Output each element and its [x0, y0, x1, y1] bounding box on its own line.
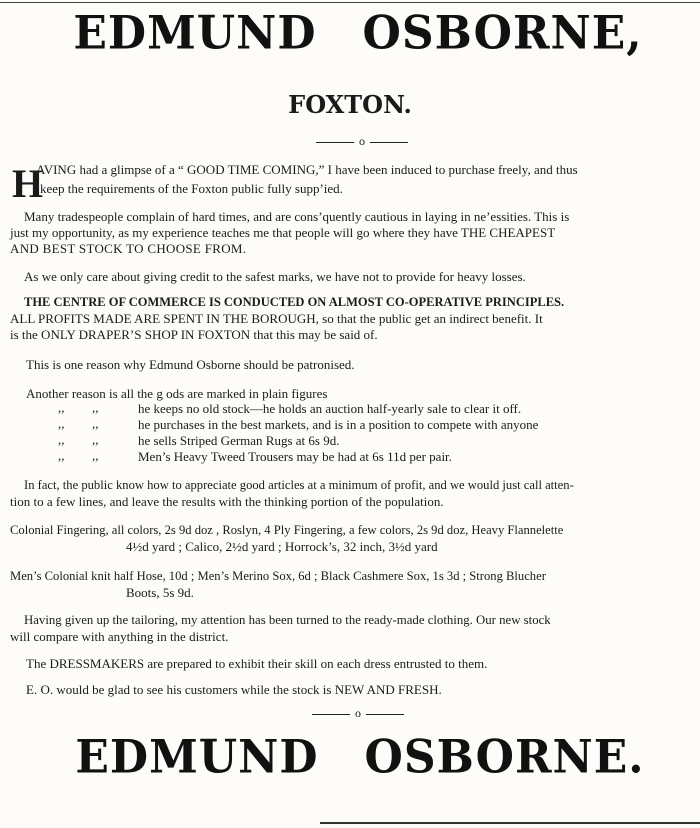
colonial-line-1: Colonial Fingering, all colors, 2s 9d doz , Roslyn, 4 Ply Fingering, a few colors, 2s 9d doz, Heavy Flannelette [10, 523, 564, 537]
tailoring-line-2: will compare with anything in the district. [10, 629, 229, 644]
top-rule [0, 2, 700, 3]
eo-paragraph: E. O. would be glad to see his customers while the stock is NEW AND FRESH. [26, 682, 442, 697]
footer-name-first: EDMUND [75, 730, 319, 785]
ditto-mark: ,, [92, 432, 99, 447]
ditto-mark: ,, [92, 416, 99, 431]
ditto-mark: ,, [58, 432, 65, 447]
header-name-last: OSBORNE, [362, 6, 643, 61]
ditto-mark: ,, [58, 400, 65, 415]
tailoring-line-1: Having given up the tailoring, my attention has been turned to the ready-made clothing. Our new stock [24, 613, 551, 627]
centre-line-2: ALL PROFITS MADE ARE SPENT IN THE BOROUGH, so that the public get an indirect benefit. It [10, 311, 543, 326]
divider-bottom [312, 708, 404, 720]
reason-item: he sells Striped German Rugs at 6s 9d. [138, 433, 340, 448]
credit-paragraph: As we only care about giving credit to the safest marks, we have not to provide for heavy losses. [24, 269, 526, 284]
reason-paragraph: This is one reason why Edmund Osborne should be patronised. [26, 357, 355, 372]
tradespeople-line-1: Many tradespeople complain of hard times, and are cons’quently cautious in laying in ne’essities. This is [24, 209, 570, 224]
header-title [8, 7, 700, 61]
mens-line-2: Boots, 5s 9d. [126, 585, 194, 600]
fact-line-1: In fact, the public know how to appreciate good articles at a minimum of profit, and we would just call atten- [24, 478, 574, 492]
footer-name-last: OSBORNE. [364, 730, 645, 785]
town-heading: FOXTON. [288, 90, 412, 119]
divider-mark: o [355, 706, 361, 720]
colonial-line-2: 4½d yard ; Calico, 2½d yard ; Horrock’s, 32 inch, 3½d yard [126, 539, 438, 554]
centre-line-1: THE CENTRE OF COMMERCE IS CONDUCTED ON ALMOST CO-OPERATIVE PRINCIPLES. [24, 295, 565, 309]
intro-line-1: AVING had a glimpse of a “ GOOD TIME COMING,” I have been induced to purchase freely, and thus [36, 162, 578, 177]
dressmakers-paragraph: The DRESSMAKERS are prepared to exhibit their skill on each dress entrusted to them. [26, 656, 488, 671]
divider-mark: o [359, 134, 365, 148]
ditto-mark: ,, [58, 448, 65, 463]
ditto-mark: ,, [58, 416, 65, 431]
reasons-intro: Another reason is all the g ods are marked in plain figures [26, 386, 328, 401]
divider-top [316, 136, 408, 148]
header-name-first: EDMUND [73, 6, 317, 61]
fact-line-2: tion to a few lines, and leave the results with the thinking portion of the population. [10, 494, 444, 509]
intro-line-2: keep the requirements of the Foxton public fully supp’ied. [40, 181, 343, 196]
tradespeople-line-2: just my opportunity, as my experience teaches me that people will go where they have THE CHEAPEST [10, 225, 556, 240]
ditto-mark: ,, [92, 400, 99, 415]
mens-line-1: Men’s Colonial knit half Hose, 10d ; Men’s Merino Sox, 6d ; Black Cashmere Sox, 1s 3d ; Strong Blucher [10, 569, 546, 583]
drop-cap: H [12, 161, 44, 206]
reason-item: he keeps no old stock—he holds an auction half-yearly sale to clear it off. [138, 401, 522, 416]
reason-item: he purchases in the best markets, and is in a position to compete with anyone [138, 417, 539, 432]
reason-item: Men’s Heavy Tweed Trousers may be had at 6s 11d per pair. [138, 449, 452, 464]
bottom-rule [320, 822, 700, 824]
centre-line-3: is the ONLY DRAPER’S SHOP IN FOXTON that this may be said of. [10, 327, 378, 342]
tradespeople-line-3: AND BEST STOCK TO CHOOSE FROM. [10, 241, 247, 256]
ditto-mark: ,, [92, 448, 99, 463]
footer-title [10, 731, 700, 785]
